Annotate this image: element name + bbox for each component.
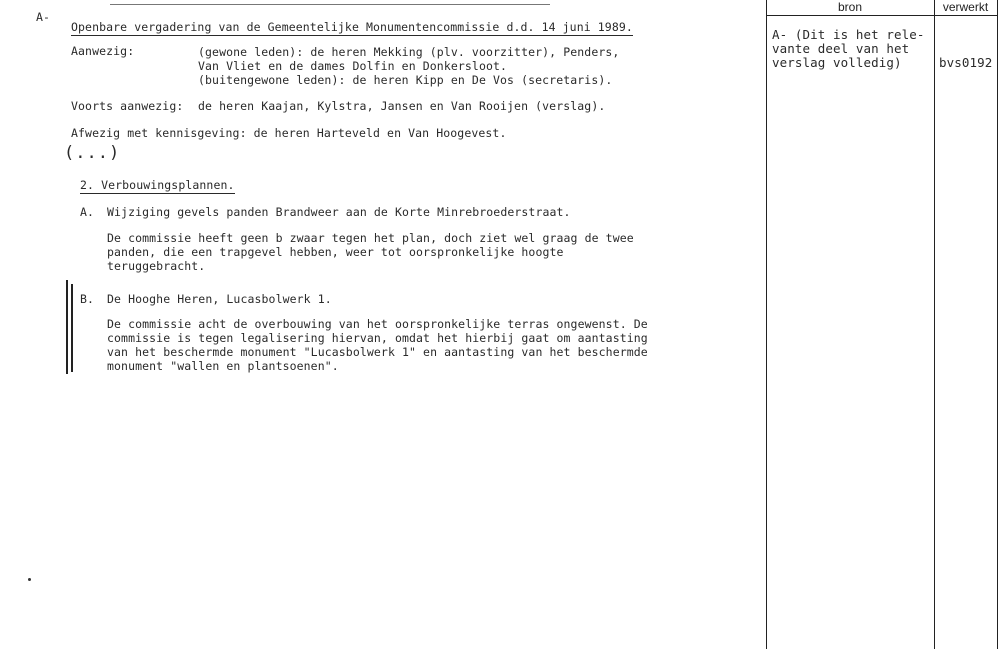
sidebar-divider — [934, 0, 935, 649]
margin-bar-outer — [66, 280, 68, 374]
bron-line-2: vante deel van het — [772, 41, 910, 56]
item-a-body-3: teruggebracht. — [107, 259, 206, 273]
voorts-text: de heren Kaajan, Kylstra, Jansen en Van Rooijen (verslag). — [198, 99, 606, 113]
bron-line-1: A- (Dit is het rele- — [772, 27, 925, 42]
document-title: Openbare vergadering van de Gemeentelijke Monumentencommissie d.d. 14 juni 1989. — [71, 20, 633, 34]
scan-top-line — [110, 4, 550, 5]
item-a-body-2: panden, die een trapgevel hebben, weer tot oorspronkelijke hoogte — [107, 245, 564, 259]
ellipsis-mark: (...) — [64, 143, 121, 163]
item-b-body-2: commissie is tegen legalisering hiervan, omdat het hierbij gaat om aantasting — [107, 331, 648, 345]
item-a-marker: A. — [80, 205, 95, 219]
sidebar-border-left — [766, 0, 767, 649]
item-a-title: Wijziging gevels panden Brandweer aan de Korte Minrebroederstraat. — [107, 205, 571, 219]
corner-mark: A- — [36, 10, 51, 24]
aanwezig-line-2: Van Vliet en de dames Dolfin en Donkersloot. — [198, 59, 508, 73]
item-a-body-1: De commissie heeft geen b zwaar tegen het plan, doch ziet wel graag de twee — [107, 231, 634, 245]
voorts-label: Voorts aanwezig: — [71, 99, 184, 113]
aanwezig-label: Aanwezig: — [71, 44, 135, 58]
column-header-verwerkt: verwerkt — [942, 0, 989, 14]
item-b-body-1: De commissie acht de overbouwing van het oorspronkelijke terras ongewenst. De — [107, 317, 648, 331]
sidebar-header-rule — [766, 15, 998, 16]
item-b-body-4: monument "wallen en plantsoenen". — [107, 359, 339, 373]
afwezig-line: Afwezig met kennisgeving: de heren Harteveld en Van Hoogevest. — [71, 126, 507, 140]
scan-dot — [28, 578, 31, 581]
aanwezig-line-3: (buitengewone leden): de heren Kipp en De Vos (secretaris). — [198, 73, 613, 87]
sidebar-border-right — [997, 0, 998, 649]
bron-line-3: verslag volledig) — [772, 55, 902, 70]
aanwezig-line-1: (gewone leden): de heren Mekking (plv. voorzitter), Penders, — [198, 45, 620, 59]
column-header-bron: bron — [837, 0, 863, 14]
item-b-body-3: van het beschermde monument "Lucasbolwerk 1" en aantasting van het beschermde — [107, 345, 648, 359]
item-b-title: De Hooghe Heren, Lucasbolwerk 1. — [107, 292, 332, 306]
section-heading: 2. Verbouwingsplannen. — [80, 178, 235, 192]
item-b-marker: B. — [80, 292, 95, 306]
verwerkt-code: bvs0192 — [939, 55, 993, 70]
margin-bar-inner — [71, 284, 73, 372]
